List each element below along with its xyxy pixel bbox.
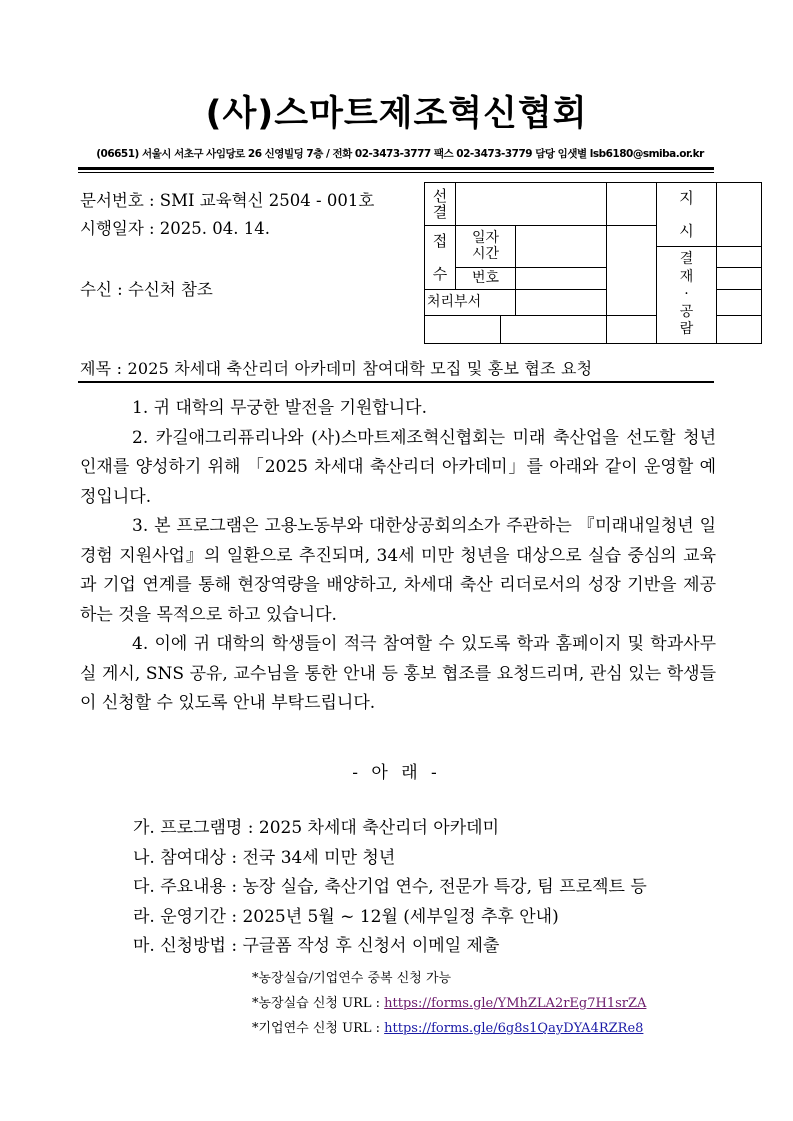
approval-gyeoljae-label: 결 재 · 공 람 (657, 247, 717, 344)
details-list (133, 814, 647, 962)
issue-date: 시행일자 : 2025. 04. 14. (80, 219, 271, 238)
note-farm-url (252, 991, 646, 1016)
document-number: 문서번호 : SMI 교육혁신 2504 - 001호 (80, 191, 375, 210)
header-rule-thick (78, 167, 714, 170)
notes (252, 966, 646, 1041)
body-paragraph-3: 3. 본 프로그램은 고용노동부와 대한상공회의소가 주관하는 『미래내일청년 일경험 지원사업』의 일환으로 추진되며, 34세 미만 청년을 대상으로 실습 중심의 교육과 기업 연계를 통해 현장역량을 배양하고, 차세대 축산 리더로서의 성장 기반을 제공하는 것을 목적으로 하고 있습니다. (80, 516, 716, 625)
approval-date-time-cell (516, 226, 607, 268)
approval-dept-label: 처리부서 (425, 290, 516, 316)
approval-gyeoljae-cell-1 (717, 247, 762, 268)
body-text (80, 394, 716, 719)
approval-bottom-cell-2 (501, 316, 607, 344)
approval-seongyeol-cell-2 (607, 183, 657, 226)
detail-item-apply-method: 마. 신청방법 : 구글폼 작성 후 신청서 이메일 제출 (133, 936, 500, 956)
note-duplicate-apply: *농장실습/기업연수 중복 신청 가능 (252, 971, 452, 986)
approval-bottom-cell-3 (607, 316, 657, 344)
approval-number-label: 번호 (456, 268, 516, 290)
detail-item-program-name: 가. 프로그램명 : 2025 차세대 축산리더 아카데미 (133, 818, 499, 838)
body-paragraph-2: 2. 카길애그리퓨리나와 (사)스마트제조혁신협회는 미래 축산업을 선도할 청년 인재를 양성하기 위해 「2025 차세대 축산리더 아카데미」를 아래와 같이 운영할 예정입니다. (80, 427, 716, 507)
approval-box (424, 182, 762, 344)
corp-url-label: *기업연수 신청 URL : (252, 1021, 385, 1036)
details-heading: - 아 래 - (352, 763, 441, 783)
approval-jisi-label: 지 시 (657, 183, 717, 247)
farm-url-label: *농장실습 신청 URL : (252, 996, 385, 1011)
approval-gyeoljae-cell-2 (717, 268, 762, 290)
approval-jisi-cell (717, 183, 762, 247)
body-paragraph-1: 1. 귀 대학의 무궁한 발전을 기원합니다. (132, 398, 427, 418)
detail-item-period: 라. 운영기간 : 2025년 5월 ~ 12월 (세부일정 추후 안내) (133, 906, 559, 927)
approval-number-cell (516, 268, 607, 290)
header-rule-thin (78, 172, 714, 173)
approval-dept-cell (516, 290, 607, 316)
approval-jeopsu-label: 접 수 (425, 226, 456, 290)
approval-gyeoljae-cell-3 (717, 290, 762, 316)
body-paragraph-4: 4. 이에 귀 대학의 학생들이 적극 참여할 수 있도록 학과 홈페이지 및 학과사무실 게시, SNS 공유, 교수님을 통한 안내 등 홍보 협조를 요청드리며, 관심 있는 학생들이 신청할 수 있도록 안내 부탁드립니다. (80, 634, 716, 713)
approval-date-time-label: 일자 시간 (456, 226, 516, 268)
approval-bottom-cell-1 (425, 316, 501, 344)
organization-title: (사)스마트제조혁신협회 (205, 94, 588, 134)
subject-rule (78, 381, 714, 383)
approval-seongyeol-label: 선 결 (425, 183, 456, 226)
detail-item-content: 다. 주요내용 : 농장 실습, 축산기업 연수, 전문가 특강, 팀 프로젝트 등 (133, 877, 647, 897)
detail-item-target: 나. 참여대상 : 전국 34세 미만 청년 (133, 847, 396, 868)
note-corp-url (252, 1016, 646, 1041)
approval-gyeoljae-cell-4 (717, 316, 762, 344)
organization-address: (06651) 서울시 서초구 사임당로 26 신영빌딩 7층 / 전화 02-3473-3777 팩스 02-3473-3779 담당 임샛별 lsb6180@smiba.or.kr (96, 148, 704, 160)
corp-apply-link[interactable]: https://forms.gle/6g8s1QayDYA4RZRe8 (384, 1021, 644, 1036)
subject-line: 제목 : 2025 차세대 축산리더 아카데미 참여대학 모집 및 홍보 협조 요청 (80, 359, 593, 378)
farm-apply-link[interactable]: https://forms.gle/YMhZLA2rEg7H1srZA (384, 996, 647, 1011)
approval-seongyeol-cell-1 (456, 183, 607, 226)
approval-blank-cell (607, 226, 657, 316)
recipient: 수신 : 수신처 참조 (80, 280, 213, 299)
